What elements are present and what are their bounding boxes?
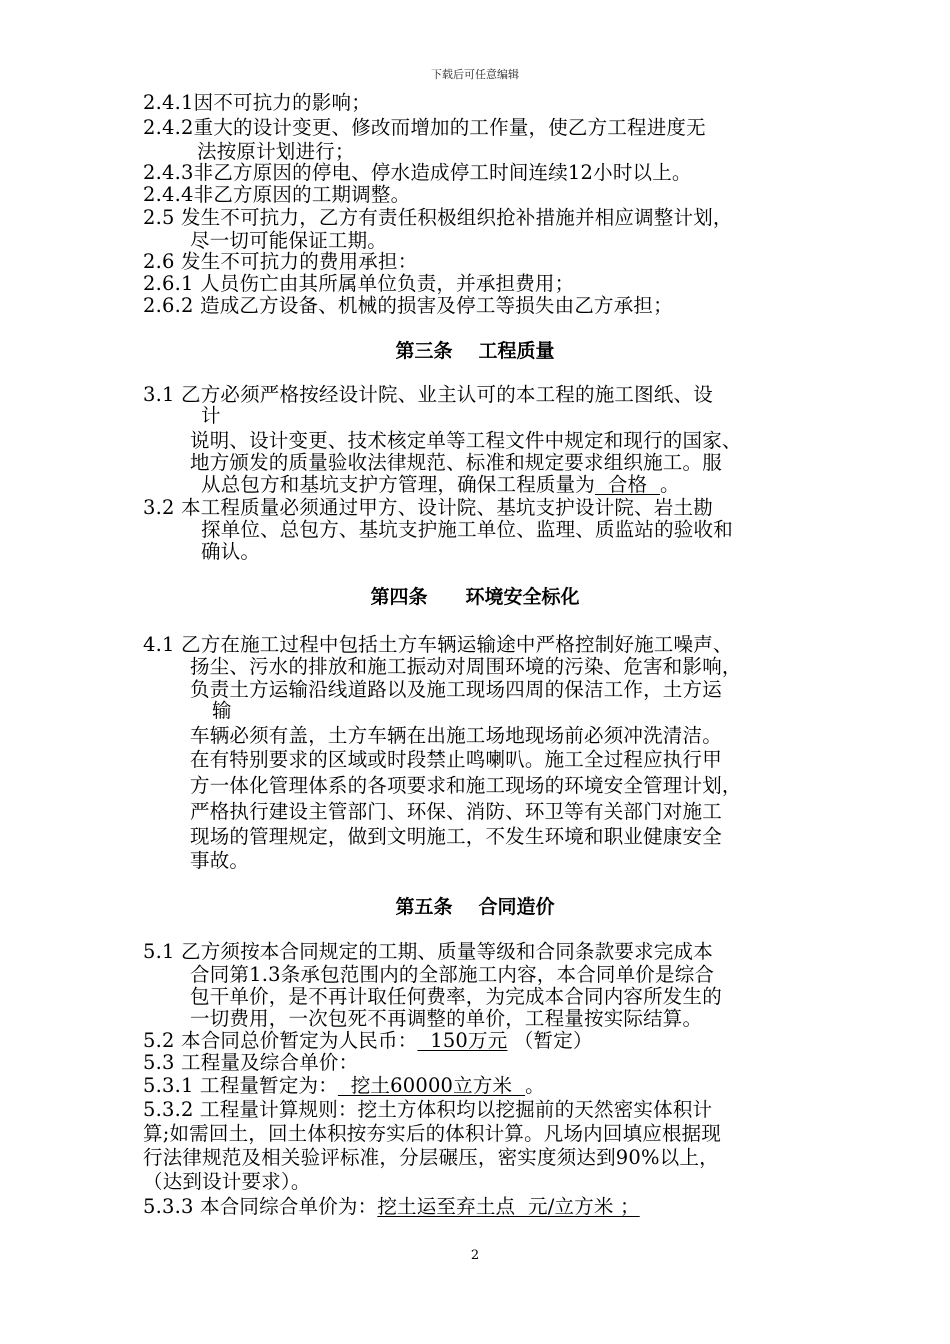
text-line: 2.6.1 人员伤亡由其所属单位负责，并承担费用；	[143, 272, 575, 295]
text-line: 输	[212, 699, 232, 722]
text-line: 5.3.3 本合同综合单价为：挖土运至弃土点 元/立方米 ；	[143, 1195, 640, 1218]
text-line: 确认。	[201, 540, 261, 563]
page-header: 下载后可任意编辑	[431, 68, 519, 81]
text-line: 计	[201, 404, 221, 427]
text-line: 2.5 发生不可抗力，乙方有责任积极组织抢补措施并相应调整计划，	[143, 206, 733, 229]
text-line: 2.4.4非乙方原因的工期调整。	[143, 183, 411, 206]
text-line: 一切费用，一次包死不再调整的单价，工程量按实际结算。	[190, 1007, 703, 1030]
text-line: （达到设计要求）。	[143, 1170, 311, 1193]
text-line: 尽一切可能保证工期。	[190, 229, 388, 252]
text-line: 5.2 本合同总价暂定为人民币： 150万元 （暂定）	[143, 1029, 593, 1052]
page-number: 2	[470, 1248, 480, 1263]
text-line: 3.1 乙方必须严格按经设计院、业主认可的本工程的施工图纸、设	[143, 383, 713, 406]
text-line: 2.4.1因不可抗力的影响；	[143, 91, 371, 114]
text-line: 方一体化管理体系的各项要求和施工现场的环境安全管理计划，	[190, 774, 742, 797]
text-line: 合同第1.3条承包范围内的全部施工内容，本合同单价是综合	[190, 963, 715, 986]
text-line: 2.4.2重大的设计变更、修改而增加的工作量，使乙方工程进度无	[143, 116, 706, 139]
text-line: 地方颁发的质量验收法律规范、标准和规定要求组织施工。服	[190, 451, 722, 474]
text-line: 车辆必须有盖，土方车辆在出施工场地现场前必须冲洗清洁。	[190, 724, 722, 747]
text-line: 事故。	[190, 849, 250, 872]
section-heading: 第五条 合同造价	[395, 896, 555, 918]
text-line: 从总包方和基坑支护方管理，确保工程质量为 合格 。	[201, 473, 680, 496]
text-line: 行法律规范及相关验评标准，分层碾压，密实度须达到90%以上，	[143, 1146, 719, 1169]
text-line: 2.6 发生不可抗力的费用承担：	[143, 250, 418, 273]
text-line: 3.2 本工程质量必须通过甲方、设计院、基坑支护设计院、岩土勘	[143, 496, 713, 519]
text-line: 2.6.2 造成乙方设备、机械的损害及停工等损失由乙方承担；	[143, 294, 673, 317]
text-line: 严格执行建设主管部门、环保、消防、环卫等有关部门对施工	[190, 800, 722, 823]
text-line: 探单位、总包方、基坑支护施工单位、监理、质监站的验收和	[201, 518, 733, 541]
section-heading: 第四条 环境安全标化	[370, 586, 580, 608]
text-line: 现场的管理规定，做到文明施工，不发生环境和职业健康安全	[190, 825, 722, 848]
text-line: 5.1 乙方须按本合同规定的工期、质量等级和合同条款要求完成本	[143, 940, 713, 963]
section-heading: 第三条 工程质量	[395, 340, 555, 362]
text-line: 算;如需回土，回土体积按夯实后的体积计算。凡场内回填应根据现	[143, 1122, 722, 1145]
text-line: 说明、设计变更、技术核定单等工程文件中规定和现行的国家、	[190, 429, 742, 452]
text-line: 5.3 工程量及综合单价：	[143, 1051, 359, 1074]
text-line: 法按原计划进行；	[197, 140, 355, 163]
text-line: 4.1 乙方在施工过程中包括土方车辆运输途中严格控制好施工噪声、	[143, 633, 733, 656]
text-line: 负责土方运输沿线道路以及施工现场四周的保洁工作，土方运	[190, 678, 722, 701]
text-line: 5.3.2 工程量计算规则：挖土方体积均以挖掘前的天然密实体积计	[143, 1098, 713, 1121]
text-line: 扬尘、污水的排放和施工振动对周围环境的污染、危害和影响，	[190, 655, 742, 678]
text-line: 包干单价，是不再计取任何费率，为完成本合同内容所发生的	[190, 985, 722, 1008]
text-line: 2.4.3非乙方原因的停电、停水造成停工时间连续12小时以上。	[143, 161, 692, 184]
text-line: 在有特别要求的区域或时段禁止鸣喇叭。施工全过程应执行甲	[190, 748, 722, 771]
text-line: 5.3.1 工程量暂定为： 挖土60000立方米 。	[143, 1074, 545, 1097]
